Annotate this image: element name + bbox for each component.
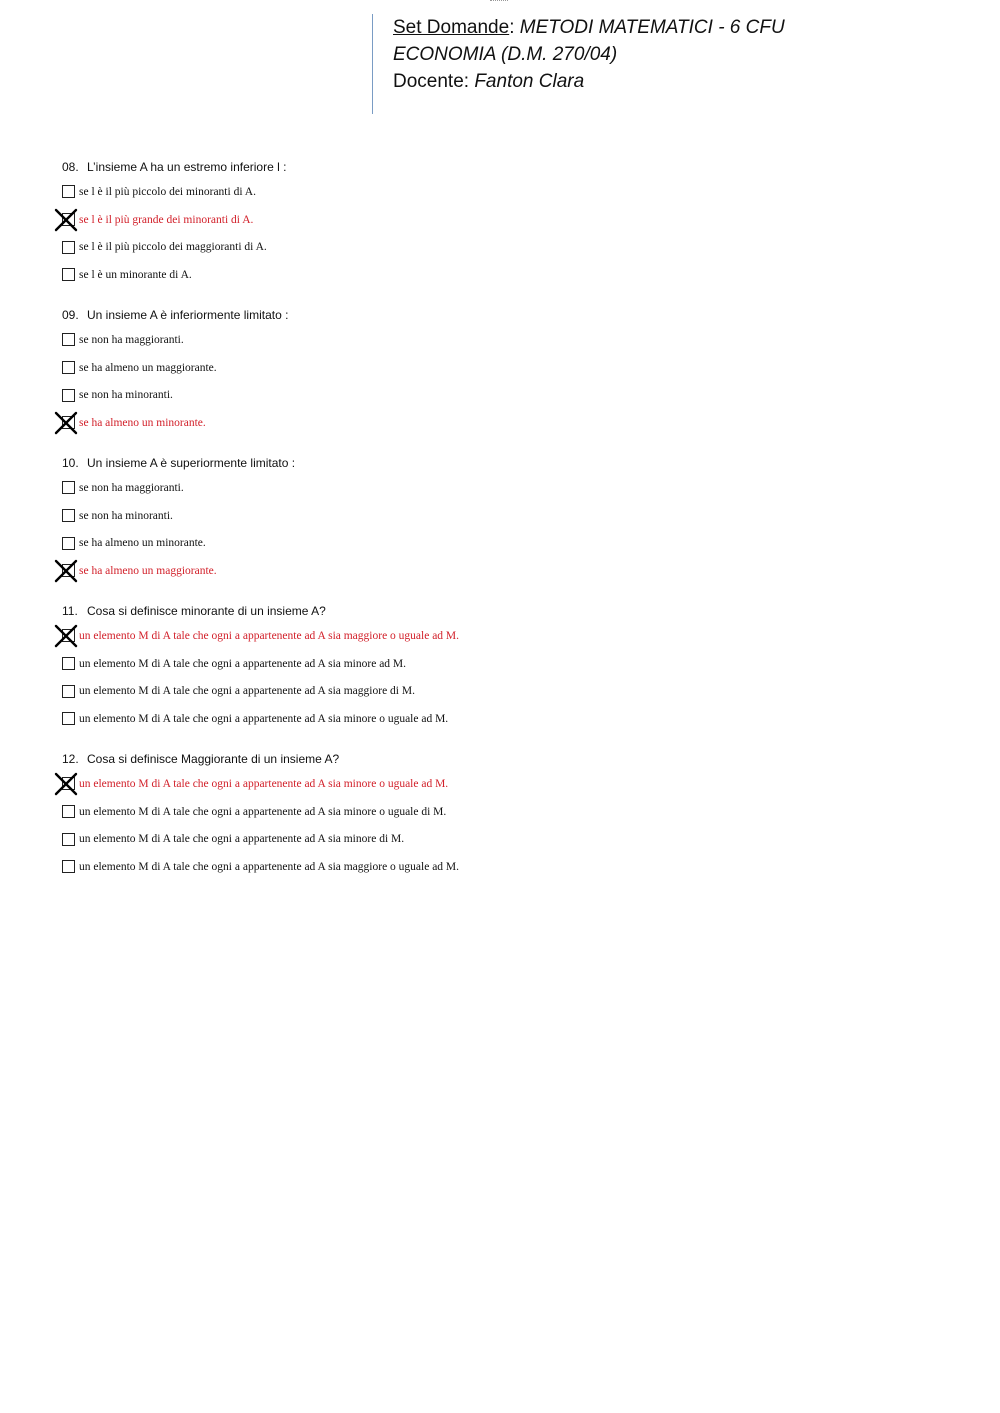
answer-option[interactable] [62,853,942,881]
answer-option[interactable] [62,233,942,261]
question-12 [62,748,942,881]
question-title [62,600,942,622]
set-label: Set Domande [393,17,510,38]
course-title-line-2: ECONOMIA (D.M. 270/04) [393,44,618,65]
question-title [62,748,942,770]
question-text: Un insieme A è superiormente limitato : [87,456,296,470]
answer-text: se non ha maggioranti. [79,481,184,494]
answer-option[interactable] [62,261,942,289]
answer-checkbox[interactable] [62,564,75,577]
answer-text: se ha almeno un minorante. [79,537,206,550]
answer-checkbox[interactable] [62,833,75,846]
question-number: 08. [62,160,79,174]
question-text: Un insieme A è inferiormente limitato : [87,308,289,322]
question-number: 09. [62,308,79,322]
answer-option[interactable] [62,650,942,678]
question-text: Cosa si definisce minorante di un insieme A? [87,604,326,618]
answer-checkbox[interactable] [62,389,75,402]
answer-text: se non ha maggioranti. [79,333,184,346]
exam-header [372,14,953,114]
answer-text: un elemento M di A tale che ogni a appartenente ad A sia minore o uguale ad M. [79,712,449,725]
answer-text: se l è il più piccolo dei minoranti di A. [79,185,256,198]
answer-text: un elemento M di A tale che ogni a appartenente ad A sia minore di M. [79,833,405,846]
answer-checkbox[interactable] [62,509,75,522]
answer-checkbox[interactable] [62,185,75,198]
question-08 [62,156,942,289]
answer-text: un elemento M di A tale che ogni a appartenente ad A sia maggiore o uguale ad M. [79,629,460,642]
answer-option[interactable] [62,178,942,206]
question-10 [62,452,942,585]
question-09 [62,304,942,437]
question-title [62,452,942,474]
set-colon: : [509,17,520,38]
answer-checkbox[interactable] [62,241,75,254]
answer-option[interactable] [62,326,942,354]
answer-text: se l è un minorante di A. [79,268,192,281]
answer-option[interactable] [62,798,942,826]
answer-checkbox[interactable] [62,481,75,494]
answer-option[interactable] [62,354,942,382]
answer-checkbox[interactable] [62,805,75,818]
answer-option[interactable] [62,622,942,650]
answer-option[interactable] [62,557,942,585]
answer-option[interactable] [62,825,942,853]
answer-text: se l è il più grande dei minoranti di A. [79,213,254,226]
answer-checkbox[interactable] [62,361,75,374]
answer-option[interactable] [62,705,942,733]
answer-option[interactable] [62,770,942,798]
question-number: 12. [62,752,79,766]
answer-checkbox[interactable] [62,629,75,642]
question-number: 10. [62,456,79,470]
answer-checkbox[interactable] [62,213,75,226]
teacher-name: Fanton Clara [474,71,585,92]
answer-option[interactable] [62,677,942,705]
question-title [62,156,942,178]
answer-text: un elemento M di A tale che ogni a appartenente ad A sia minore o uguale di M. [79,805,447,818]
header-line-3 [393,68,953,95]
answer-text: un elemento M di A tale che ogni a appartenente ad A sia maggiore o uguale ad M. [79,860,460,873]
answer-checkbox[interactable] [62,860,75,873]
answer-checkbox[interactable] [62,685,75,698]
answer-option[interactable] [62,206,942,234]
answer-option[interactable] [62,502,942,530]
page-top-marker [490,0,508,3]
answer-checkbox[interactable] [62,268,75,281]
answer-text: se l è il più piccolo dei maggioranti di A. [79,241,267,254]
question-text: L’insieme A ha un estremo inferiore l : [87,160,287,174]
answer-checkbox[interactable] [62,712,75,725]
answer-checkbox[interactable] [62,657,75,670]
answer-text: un elemento M di A tale che ogni a appartenente ad A sia maggiore di M. [79,685,415,698]
answer-text: se ha almeno un minorante. [79,416,206,429]
teacher-label: Docente: [393,71,475,92]
header-line-1 [393,14,953,41]
answer-text: se ha almeno un maggiorante. [79,361,217,374]
answer-option[interactable] [62,409,942,437]
answer-checkbox[interactable] [62,333,75,346]
answer-option[interactable] [62,381,942,409]
answer-text: un elemento M di A tale che ogni a appartenente ad A sia minore o uguale ad M. [79,777,449,790]
question-11 [62,600,942,733]
answer-text: se ha almeno un maggiorante. [79,564,217,577]
answer-option[interactable] [62,529,942,557]
answer-text: se non ha minoranti. [79,389,173,402]
answer-checkbox[interactable] [62,537,75,550]
answer-option[interactable] [62,474,942,502]
answer-checkbox[interactable] [62,777,75,790]
question-text: Cosa si definisce Maggiorante di un insieme A? [87,752,340,766]
course-title-line-1: METODI MATEMATICI - 6 CFU [519,17,785,38]
answer-text: un elemento M di A tale che ogni a appartenente ad A sia minore ad M. [79,657,407,670]
answer-checkbox[interactable] [62,416,75,429]
answer-text: se non ha minoranti. [79,509,173,522]
question-number: 11. [62,604,78,618]
question-title [62,304,942,326]
